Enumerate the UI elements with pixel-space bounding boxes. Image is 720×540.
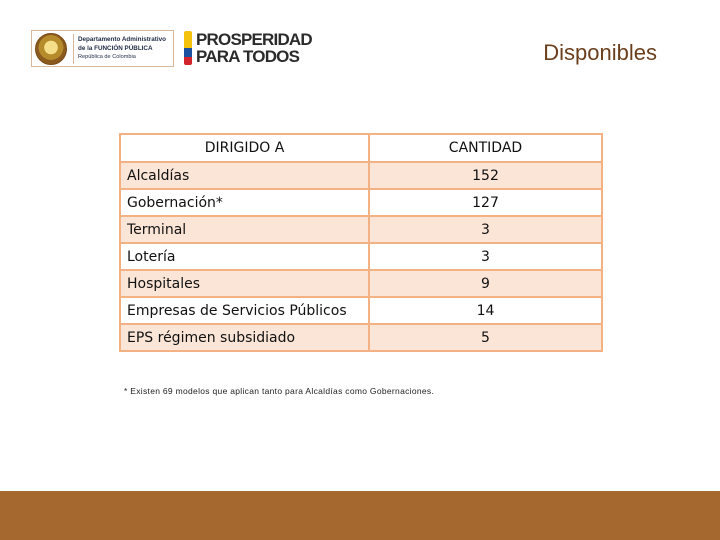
footnote: * Existen 69 modelos que aplican tanto para Alcaldías como Gobernaciones.	[124, 386, 435, 396]
row-dirigido-a: Alcaldías	[120, 162, 369, 189]
table-row	[120, 216, 602, 243]
dafp-logo-text	[73, 34, 166, 64]
coat-of-arms-icon	[35, 33, 67, 65]
page-title: Disponibles	[543, 40, 657, 65]
colombia-flag-icon	[184, 31, 192, 65]
table-row	[120, 324, 602, 351]
row-dirigido-a: Empresas de Servicios Públicos	[120, 297, 369, 324]
prosperidad-logo-line1: PROSPERIDAD	[196, 30, 312, 49]
column-header-cantidad: CANTIDAD	[369, 134, 602, 162]
prosperidad-logo	[184, 29, 312, 67]
dafp-logo	[31, 30, 174, 67]
table-row	[120, 189, 602, 216]
row-dirigido-a: Terminal	[120, 216, 369, 243]
row-dirigido-a: Hospitales	[120, 270, 369, 297]
row-cantidad: 5	[369, 324, 602, 351]
prosperidad-logo-text	[196, 31, 312, 65]
row-cantidad: 14	[369, 297, 602, 324]
dafp-logo-line2: de la FUNCIÓN PÚBLICA	[78, 45, 153, 52]
column-header-dirigido-a: DIRIGIDO A	[120, 134, 369, 162]
table-row	[120, 297, 602, 324]
row-cantidad: 9	[369, 270, 602, 297]
dafp-logo-line1: Departamento Administrativo	[78, 36, 166, 43]
row-cantidad: 3	[369, 243, 602, 270]
footer-bar	[0, 491, 720, 540]
dafp-logo-line3: República de Colombia	[78, 54, 136, 60]
row-dirigido-a: Lotería	[120, 243, 369, 270]
row-dirigido-a: EPS régimen subsidiado	[120, 324, 369, 351]
table-row	[120, 162, 602, 189]
table-row	[120, 243, 602, 270]
row-cantidad: 127	[369, 189, 602, 216]
row-cantidad: 3	[369, 216, 602, 243]
prosperidad-logo-line2: PARA TODOS	[196, 47, 300, 66]
row-cantidad: 152	[369, 162, 602, 189]
row-dirigido-a: Gobernación*	[120, 189, 369, 216]
availability-table	[119, 133, 603, 352]
table-row	[120, 270, 602, 297]
table-header-row	[120, 134, 602, 162]
